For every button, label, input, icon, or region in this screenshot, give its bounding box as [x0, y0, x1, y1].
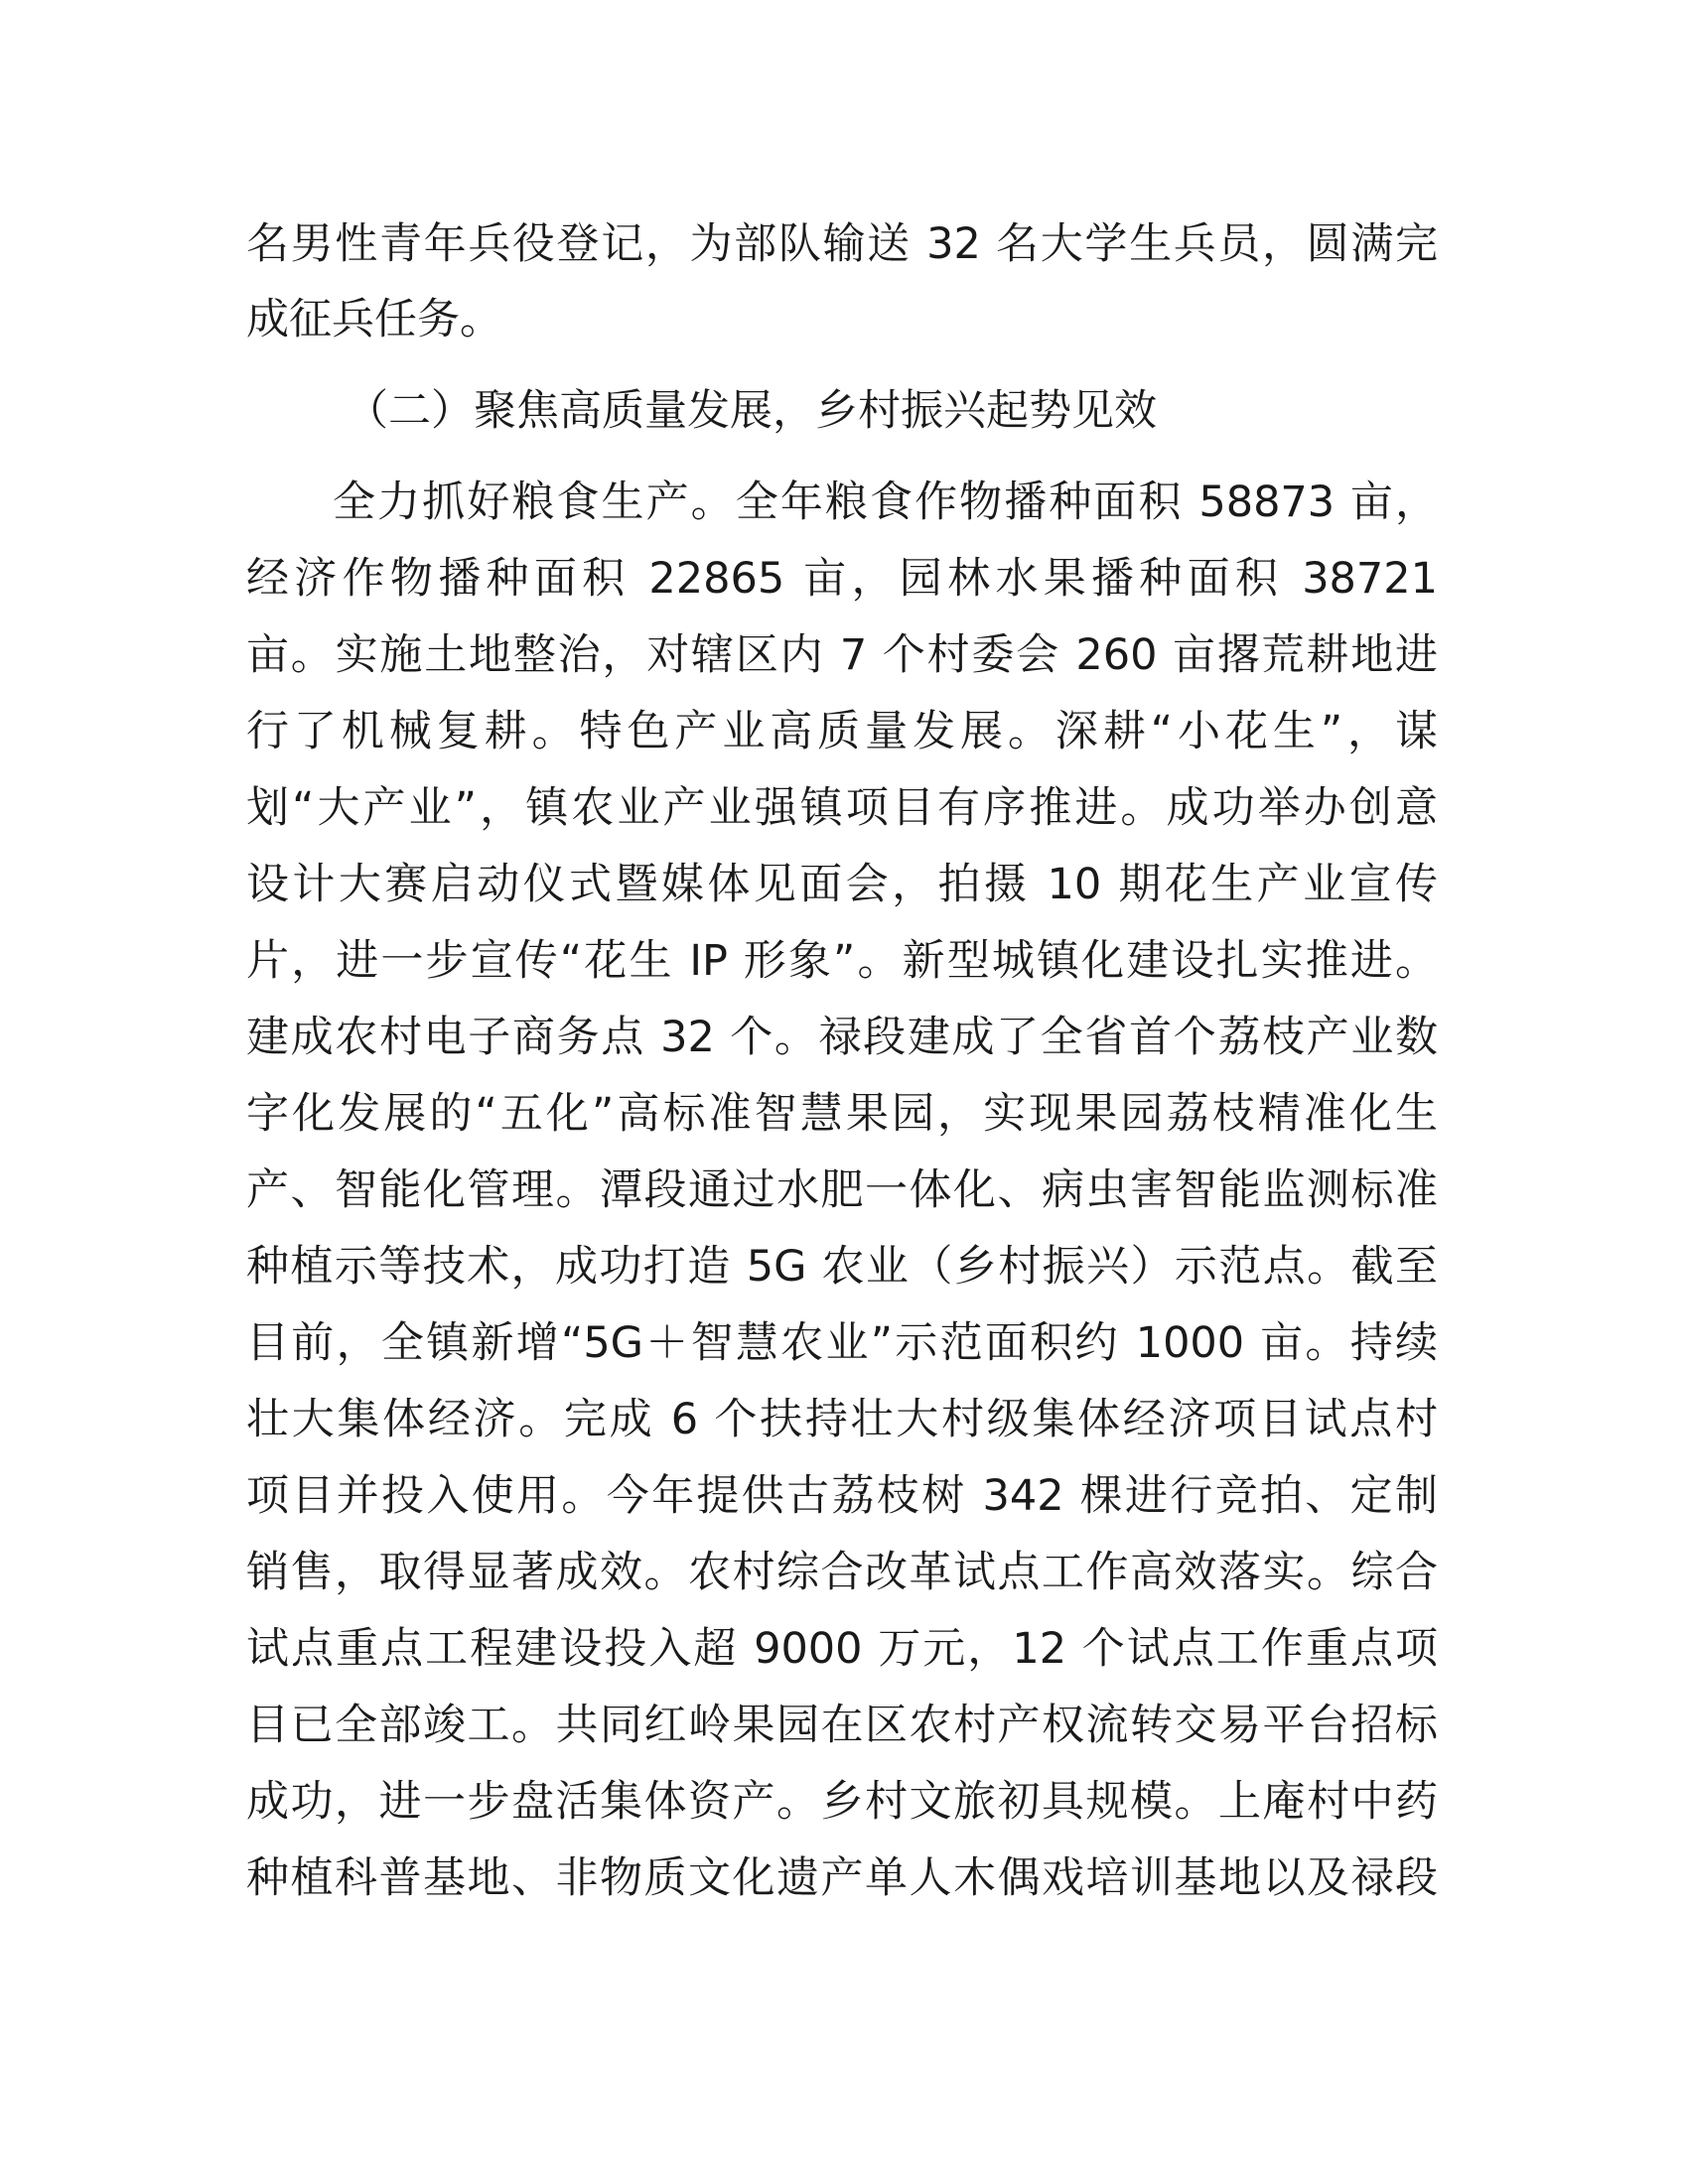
text-line-17: 项目并投入使用。今年提供古荔枝树 342 棵进行竞拍、定制: [246, 1471, 1438, 1521]
text-line-1: 名男性青年兵役登记，为部队输送 32 名大学生兵员，圆满完: [246, 219, 1438, 269]
text-line-11: 建成农村电子商务点 32 个。禄段建成了全省首个荔枝产业数: [246, 1013, 1438, 1062]
text-line-6: 亩。实施土地整治，对辖区内 7 个村委会 260 亩撂荒耕地进: [246, 630, 1438, 680]
text-line-2: 成征兵任务。: [246, 295, 502, 344]
text-line-19: 试点重点工程建设投入超 9000 万元，12 个试点工作重点项: [246, 1624, 1438, 1674]
text-line-5: 经济作物播种面积 22865 亩，园林水果播种面积 38721: [246, 554, 1438, 604]
text-line-13: 产、智能化管理。潭段通过水肥一体化、病虫害智能监测标准: [246, 1165, 1438, 1215]
text-line-8: 划“大产业”，镇农业产业强镇项目有序推进。成功举办创意: [246, 783, 1438, 833]
text-line-21: 成功，进一步盘活集体资产。乡村文旅初具规模。上庵村中药: [246, 1777, 1438, 1827]
text-line-14: 种植示等技术，成功打造 5G 农业（乡村振兴）示范点。截至: [246, 1242, 1438, 1292]
text-line-9: 设计大赛启动仪式暨媒体见面会，拍摄 10 期花生产业宣传: [246, 860, 1438, 909]
text-line-15: 目前，全镇新增“5G＋智慧农业”示范面积约 1000 亩。持续: [246, 1318, 1438, 1368]
text-line-4: 全力抓好粮食生产。全年粮食作物播种面积 58873 亩，: [333, 478, 1438, 527]
text-line-18: 销售，取得显著成效。农村综合改革试点工作高效落实。综合: [246, 1548, 1438, 1597]
text-line-22: 种植科普基地、非物质文化遗产单人木偶戏培训基地以及禄段: [246, 1853, 1438, 1903]
section-heading: （二）聚焦高质量发展，乡村振兴起势见效: [346, 386, 1157, 436]
text-line-12: 字化发展的“五化”高标准智慧果园，实现果园荔枝精准化生: [246, 1089, 1438, 1139]
text-line-10: 片，进一步宣传“花生 IP 形象”。新型城镇化建设扎实推进。: [246, 936, 1438, 986]
text-line-16: 壮大集体经济。完成 6 个扶持壮大村级集体经济项目试点村: [246, 1395, 1438, 1444]
text-line-20: 目已全部竣工。共同红岭果园在区农村产权流转交易平台招标: [246, 1701, 1438, 1750]
text-line-7: 行了机械复耕。特色产业高质量发展。深耕“小花生”，谋: [246, 707, 1438, 756]
